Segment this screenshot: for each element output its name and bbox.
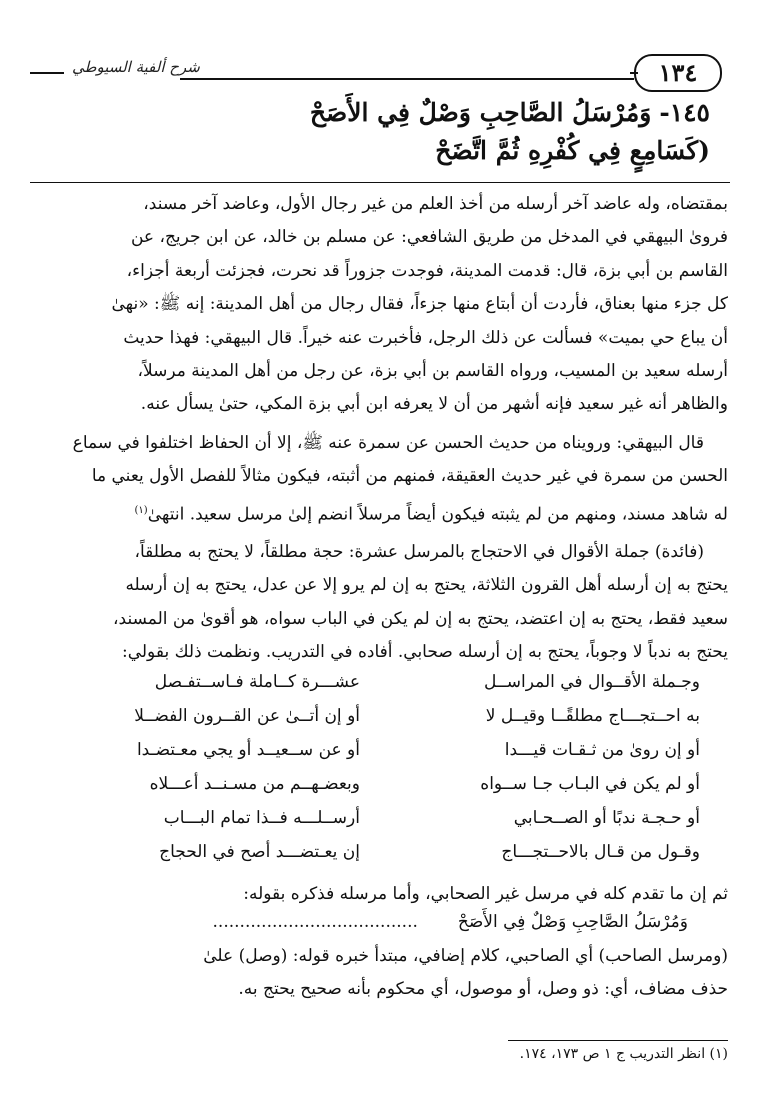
poem-hemistich-right: أو حـجـة ندبًا أو الصــحـابي: [513, 808, 700, 828]
text-line: القاسم بن أبي بزة، قال: قدمت المدينة، فوجدت جزوراً قد نحرت، فجزئت أربعة أجزاء،: [126, 260, 728, 281]
verse-line-1: [50, 98, 710, 127]
poem-verse: [60, 740, 700, 774]
poem-verse: [60, 808, 700, 842]
poem-verse: [60, 672, 700, 706]
paragraph-4: [32, 878, 728, 911]
verse-quote-text: وَمُرْسَلُ الصَّاحِبِ وَصْلٌ فِي الأَصَحْ: [457, 912, 688, 932]
book-title: شرح ألفية السيوطي: [72, 58, 200, 76]
footnote-rule: [508, 1040, 728, 1041]
verse-hemistich-1: وَمُرْسَلُ الصَّاحِبِ وَصْلٌ فِي الأَصَحْ: [309, 98, 652, 127]
text-line: فروىٰ البيهقي في المدخل من طريق الشافعي: عن مسلم بن خالد، عن ابن جريج، عن: [130, 227, 728, 248]
poem-hemistich-left: أو إن أتــىٰ عن القــرون الفضــلا: [134, 706, 360, 726]
poem-hemistich-left: عشـــرة كــاملة فـاســتفـصل: [154, 672, 360, 692]
page-number: ١٣٤: [634, 54, 722, 92]
verse-quote-dots: ......................................: [212, 912, 418, 932]
poem: [60, 672, 700, 876]
poem-hemistich-right: به احــتجـــاج مطلقًــا وقيــل لا: [485, 706, 700, 726]
poem-verse: [60, 774, 700, 808]
text-line: أن يباع حي بميت» فسألت عن ذلك الرجل، فأخبرت عنه خيراً. قال البيهقي: فهذا حديث: [123, 327, 728, 348]
text-line: يحتج به إن أرسله أهل القرون الثلاثة، يحتج به إن لم يرو إلا عن عدل، يحتج به إن أرسله: [125, 575, 728, 596]
text-line: (فائدة) جملة الأقوال في الاحتجاج بالمرسل عشرة: حجة مطلقاً، لا يحتج به مطلقاً،: [134, 542, 704, 562]
poem-hemistich-left: أو عن ســعيــد أو يجي معـتضـدا: [136, 740, 360, 760]
poem-verse: [60, 842, 700, 876]
poem-hemistich-right: وقـول من قـال بالاحــتجـــاج: [501, 842, 700, 862]
poem-hemistich-left: إن يعـتضـــد أصح في الحجاج: [159, 842, 360, 862]
poem-verse: [60, 706, 700, 740]
text-line: يحتج به ندباً لا وجوباً، يحتج به إن أرسله صحابي. أفاده في التدريب. ونظمت ذلك بقولي:: [121, 642, 728, 663]
paragraph-2: [32, 427, 728, 532]
verse-hemistich-2: (كَسَامِعٍ فِي كُفْرِهِ ثُمَّ اتَّضَحْ: [435, 136, 710, 165]
poem-hemistich-left: وبعضـهــم من مسـنــد أعـــلاه: [149, 774, 360, 794]
poem-hemistich-right: أو لم يكن في البـاب جـا ســواه: [480, 774, 700, 794]
poem-hemistich-left: أرســلـــه فــذا تمام البـــاب: [163, 808, 360, 828]
poem-hemistich-right: وجـملة الأقــوال في المراســل: [483, 672, 700, 692]
text-line: (ومرسل الصاحب) أي الصاحبي، كلام إضافي، مبتدأ خبره قوله: (وصل) علىٰ: [203, 946, 728, 966]
text-line: الحسن من سمرة في غير حديث العقيقة، فمنهم من أثبته، فيكون مثالاً للفصل الأول يعني ما: [91, 466, 728, 487]
header-rule: [180, 78, 634, 80]
verse-line-2: [50, 136, 710, 165]
page-header: [30, 52, 730, 96]
text-line: سعيد فقط، يحتج به إن اعتضد، يحتج به إن لم يكن في الباب سواه، هو أقوىٰ من المسند،: [113, 608, 728, 629]
text-line-content: له شاهد مسند، ومنهم من لم يثبته فيكون أيضاً مرسلاً انضم إلىٰ مرسل سعيد. انتهىٰ: [147, 504, 728, 525]
poem-hemistich-right: أو إن روىٰ من ثـقـات قيـــدا: [504, 740, 700, 760]
text-line: كل جزء منها بعناق، فأردت أن أبتاع منها جزءاً، فقال رجال من أهل المدينة: إنه ﷺ: «نهىٰ: [111, 294, 728, 315]
paragraph-5: [32, 940, 728, 1007]
verse-separator: [30, 182, 730, 183]
paragraph-1: [32, 188, 728, 422]
text-line: حذف مضاف، أي: ذو وصل، أو موصول، أي محكوم بأنه صحيح يحتج به.: [238, 979, 728, 1000]
text-line: أرسله سعيد بن المسيب، ورواه القاسم بن أبي بزة، عن رجل من أهل المدينة مرسلاً،: [137, 361, 728, 382]
verse-number: ١٤٥-: [659, 98, 710, 127]
text-line: قال البيهقي: ورويناه من حديث الحسن عن سمرة عنه ﷺ، إلا أن الحفاظ اختلفوا في سماع: [72, 433, 704, 453]
footnote: (١) انظر التدريب ج ١ ص ١٧٣، ١٧٤.: [519, 1046, 728, 1062]
text-line: ثم إن ما تقدم كله في مرسل غير الصحابي، وأما مرسله فذكره بقوله:: [243, 884, 728, 904]
footnote-ref[interactable]: (١): [134, 504, 148, 516]
text-line: والظاهر أنه غير سعيد فإنه أشهر من أن لا يعرفه ابن أبي بزة المكي، حتىٰ يسأل عنه.: [140, 394, 728, 415]
header-rule-right: [630, 72, 638, 74]
text-line: [32, 494, 728, 532]
verse-quote: [213, 912, 688, 932]
header-rule-left: [30, 72, 64, 74]
text-line: بمقتضاه، وله عاضد آخر أرسله من أخذ العلم من غير رجال الأول، وعاضد آخر مسند،: [143, 194, 728, 214]
paragraph-3: [32, 536, 728, 670]
